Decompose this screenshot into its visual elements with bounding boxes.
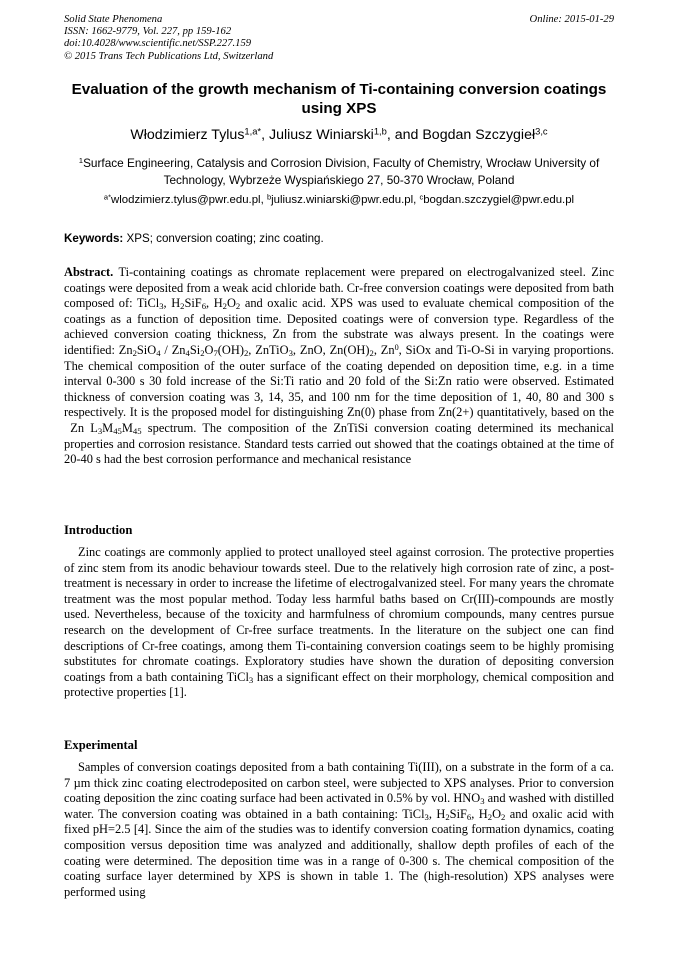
section-heading-introduction: Introduction bbox=[64, 523, 133, 537]
author-affiliation-mark: 3,c bbox=[535, 126, 548, 137]
online-date bbox=[530, 14, 614, 26]
author-affiliation-mark: 1,a* bbox=[244, 126, 262, 137]
keywords-text: XPS; conversion coating; zinc coating. bbox=[126, 232, 324, 245]
author-name: Bogdan Szczygieł bbox=[422, 127, 536, 143]
email-address[interactable]: bogdan.szczygiel@pwr.edu.pl bbox=[423, 194, 575, 206]
abstract-label: Abstract. bbox=[64, 265, 114, 279]
keywords-label: Keywords: bbox=[64, 232, 124, 245]
email-mark: c bbox=[419, 192, 424, 202]
copyright-line: © 2015 Trans Tech Publications Ltd, Switzerland bbox=[64, 50, 274, 62]
journal-name: Solid State Phenomena bbox=[64, 14, 163, 25]
email-mark: a* bbox=[103, 192, 112, 202]
author-separator: , bbox=[261, 127, 269, 143]
affiliation-mark: 1 bbox=[78, 156, 84, 166]
online-date-text: Online: 2015-01-29 bbox=[529, 14, 614, 25]
author-name: Juliusz Winiarski bbox=[268, 127, 374, 143]
email-address[interactable]: juliusz.winiarski@pwr.edu.pl bbox=[271, 194, 414, 206]
affiliation-text: Surface Engineering, Catalysis and Corrosion Division, Faculty of Chemistry, Wrocław University of Technology, Wybrzeże Wyspiańskiego 27, 50-370 Wrocław, Poland bbox=[83, 156, 600, 187]
introduction-body bbox=[64, 545, 614, 701]
journal-header bbox=[64, 14, 273, 63]
author-list bbox=[40, 126, 638, 144]
author-affiliation-mark: 1,b bbox=[373, 126, 387, 137]
abstract bbox=[64, 265, 614, 468]
affiliation bbox=[48, 155, 630, 189]
keywords bbox=[64, 232, 324, 246]
issn-line: ISSN: 1662-9779, Vol. 227, pp 159-162 bbox=[64, 26, 232, 38]
author-emails: $^{a*}$wlodzimierz.tylus@pwr.edu.pl, $^b$juliusz.winiarski@pwr.edu.pl, $^c$bogdan.szczygiel@pwr.edu.pl bbox=[103, 192, 575, 206]
author-separator: , and bbox=[386, 127, 423, 143]
paper-title: Evaluation of the growth mechanism of Ti-containing conversion coatings using XPS bbox=[71, 81, 607, 118]
doi-line: doi:10.4028/www.scientific.net/SSP.227.159 bbox=[64, 38, 252, 50]
abstract-text: Ti-containing coatings as chromate replacement were prepared on electrogalvanized steel. Zinc coatings were deposited from a weak acid chloride bath. Cr-free conversion coatings were deposited from bath composed of: TiCl$_3$, $H_2SiF_6$, $H_2O_2$ and oxalic acid. XPS was used to evaluate chemical composition of the coatings as a function of deposition time. Deposited coatings were of conversion type. Regardless of the achieved conversion coating thickness, Zn from the substrate was always present. In the coatings were identified: $Zn_2SiO_4 / Zn_4Si_2O_7(OH)_2$, ZnTiO$_3$, ZnO, $Zn(OH)_2$, Zn$^0$, SiOx and Ti-O-Si in varying proportions. The chemical composition of the outer surface of the coating depended on deposition time, e.g. in a time interval 0-300 s 30 fold increase of the Si:Ti ratio and 20 fold of the Si:Zn ratio were observed. Estimated thickness of conversion coating was 3, 14, 35, and 100 nm for the time deposition of 1, 40, 80 and 300 s respectively. It is the proposed model for distinguishing Zn(0) phase from Zn(2+) quantitatively, based on the Zn $L_3M_{45}M_{45}$ spectrum. The composition of the ZnTiSi conversion coating determined its mechanical properties and corrosion resistance. Standard tests carried out showed that the coatings obtained at the time of 20-40 s had the best corrosion performance and mechanical resistance bbox=[64, 265, 615, 467]
author-name: Włodzimierz Tylus bbox=[130, 127, 245, 143]
experimental-body bbox=[64, 760, 614, 900]
email-mark: b bbox=[266, 192, 272, 202]
section-heading-experimental: Experimental bbox=[64, 738, 138, 752]
email-address[interactable]: wlodzimierz.tylus@pwr.edu.pl bbox=[111, 194, 261, 206]
introduction-paragraph: Zinc coatings are commonly applied to protect unalloyed steel against corrosion. The protective properties of zinc stem from its anodic behaviour towards steel. Due to the relatively high corrosion rate of zinc, a post-treatment is necessary in order to increase the lifetime of electrogalvanized steel. For many years the chromate treatment was the most popular method. Today less harmful baths based on Cr(III)-compounds are mostly used. Nevertheless, because of the toxicity and harmfulness of chromium compounds, many centres pursue research on the development of Cr-free surface treatments. In the literature on the subject one can find descriptions of Cr-free coatings, among them Ti-containing conversion coatings seem to be highly promising substitutes for chromate coatings. Exploratory studies have shown the duration of depositing conversion coatings from a bath containing TiCl$_3$ has a significant effect on their morphology, chemical composition and protective properties [1]. bbox=[64, 545, 614, 700]
experimental-paragraph: Samples of conversion coatings deposited from a bath containing Ti(III), on a substrate in the form of a ca. 7 µm thick zinc coating electrodeposited on carbon steel, were subjected to XPS analyses. Prior to conversion coating deposition the zinc coating surface had been activated in 0.5% by vol. $HNO_3$ and washed with distilled water. The conversion coating was obtained in a bath containing: TiCl$_3$, $H_2SiF_6$, $H_2O_2$ and oxalic acid with fixed pH=2.5 [4]. Since the aim of the studies was to identify conversion coating formation dynamics, coating composition versus deposition time was analyzed and additionally, shallow depth profiles of each of the coating were determined. The deposition time was in a range of 0-300 s. The chemical composition of the coating surface layer determined by XPS is shown in table 1. The (high-resolution) XPS analyses were performed using bbox=[64, 760, 614, 899]
